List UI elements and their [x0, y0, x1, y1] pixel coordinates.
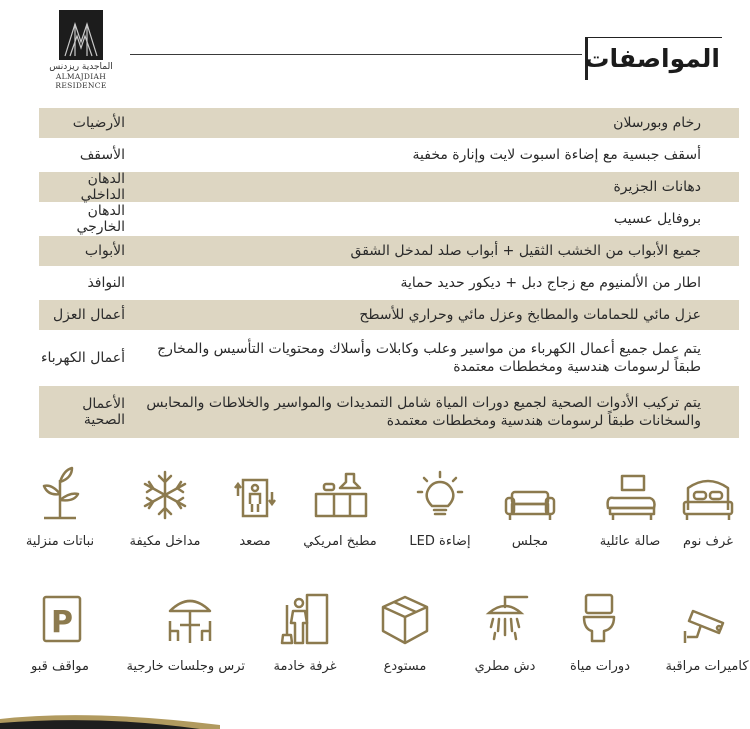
feature-label: مصعد — [239, 534, 271, 549]
camera-icon — [677, 585, 737, 655]
spec-row — [39, 140, 739, 170]
bed-icon — [678, 460, 738, 530]
spec-row — [39, 108, 739, 138]
feature-label: مستودع — [383, 659, 427, 674]
feature-label: مجلس — [511, 534, 549, 549]
spec-label: الأسقف — [79, 147, 125, 163]
lightbulb-icon — [410, 460, 470, 530]
spec-value: جميع الأبواب من الخشب الثقيل + أبواب صلد لمدخل الشقق — [350, 243, 701, 259]
spec-label: الدهان الخارجي — [76, 203, 125, 235]
page-title: المواصفات — [584, 44, 720, 73]
feature-label: ترس وجلسات خارجية — [126, 659, 245, 674]
feature-label: مواقف قبو — [31, 659, 89, 674]
spec-row — [39, 172, 739, 202]
feature-basement-parking — [15, 585, 105, 674]
elevator-icon — [225, 460, 285, 530]
maid-icon — [275, 585, 335, 655]
feature-kitchen — [295, 460, 385, 549]
shower-icon — [475, 585, 535, 655]
spec-label: الأعمال الصحية — [82, 396, 125, 428]
feature-elevator — [210, 460, 300, 549]
spec-value: يتم عمل جميع أعمال الكهرباء من مواسير وعلب وكابلات وأسلاك ومحتويات التأسيس والمخارج طبقاً لرسومات هندسية ومخططات معتمدة — [157, 341, 701, 375]
spec-row — [39, 386, 739, 438]
spec-label: أعمال الكهرباء — [40, 350, 125, 366]
feature-label: غرف نوم — [683, 534, 733, 549]
feature-maid-room — [260, 585, 350, 674]
header-divider — [130, 54, 582, 55]
feature-terrace — [126, 585, 245, 674]
spec-value: رخام وبورسلان — [613, 115, 701, 131]
feature-label: دورات مياة — [570, 659, 630, 674]
svg-text:P: P — [51, 605, 73, 640]
brand-name-ar: الماجدية ريزدنس — [49, 62, 113, 72]
feature-cctv — [665, 585, 749, 674]
feature-label: صالة عائلية — [599, 534, 661, 549]
feature-label: نباتات منزلية — [25, 534, 95, 549]
spec-label: أعمال العزل — [52, 307, 125, 323]
feature-plants — [15, 460, 105, 549]
spec-label: الأبواب — [84, 243, 125, 259]
spec-row — [39, 236, 739, 266]
snowflake-icon — [135, 460, 195, 530]
spec-value: بروفايل عسيب — [613, 211, 701, 227]
feature-bedrooms — [668, 460, 748, 549]
plant-icon — [30, 460, 90, 530]
spec-label: النوافذ — [87, 275, 125, 291]
parking-icon — [30, 585, 90, 655]
feature-label: كاميرات مراقبة — [665, 659, 749, 674]
couch-icon — [500, 460, 560, 530]
feature-rain-shower — [460, 585, 550, 674]
spec-value: عزل مائي للحمامات والمطابخ وعزل مائي وحراري للأسطح — [359, 307, 701, 323]
spec-row — [39, 332, 739, 384]
sofa-icon — [600, 460, 660, 530]
spec-value: دهانات الجزيرة — [613, 179, 701, 195]
feature-storage — [360, 585, 450, 674]
feature-led — [395, 460, 485, 549]
spec-row — [39, 204, 739, 234]
spec-label: الدهان الداخلي — [80, 171, 125, 203]
feature-toilets — [555, 585, 645, 674]
feature-label: غرفة خادمة — [273, 659, 337, 674]
brand-logo — [40, 10, 122, 90]
toilet-icon — [570, 585, 630, 655]
feature-label: إضاءة LED — [409, 534, 471, 549]
spec-row — [39, 268, 739, 298]
feature-family-hall — [585, 460, 675, 549]
spec-label: الأرضيات — [72, 115, 125, 131]
decorative-swoosh — [0, 689, 220, 729]
patio-icon — [160, 585, 220, 655]
brand-name-en: ALMAJDIAH RESIDENCE — [55, 72, 107, 90]
logo-mark-icon — [59, 10, 103, 60]
feature-label: دش مطري — [474, 659, 536, 674]
feature-label: مداخل مكيفة — [129, 534, 201, 549]
spec-row — [39, 300, 739, 330]
feature-majlis — [485, 460, 575, 549]
specs-table — [39, 108, 739, 440]
box-icon — [375, 585, 435, 655]
feature-label: مطبخ امريكي — [303, 534, 377, 549]
spec-value: أسقف جبسية مع إضاءة اسبوت لايت وإنارة مخفية — [412, 147, 701, 163]
spec-value: يتم تركيب الأدوات الصحية لجميع دورات المياة شامل التمديدات والمواسير والخلاطات والمحابس والسخانات طبقاً لرسومات هندسية ومخططات معتمدة — [146, 395, 701, 429]
spec-value: اطار من الألمنيوم مع زجاج دبل + ديكور حديد حماية — [400, 275, 701, 291]
feature-ac-entrances — [120, 460, 210, 549]
kitchen-icon — [310, 460, 370, 530]
